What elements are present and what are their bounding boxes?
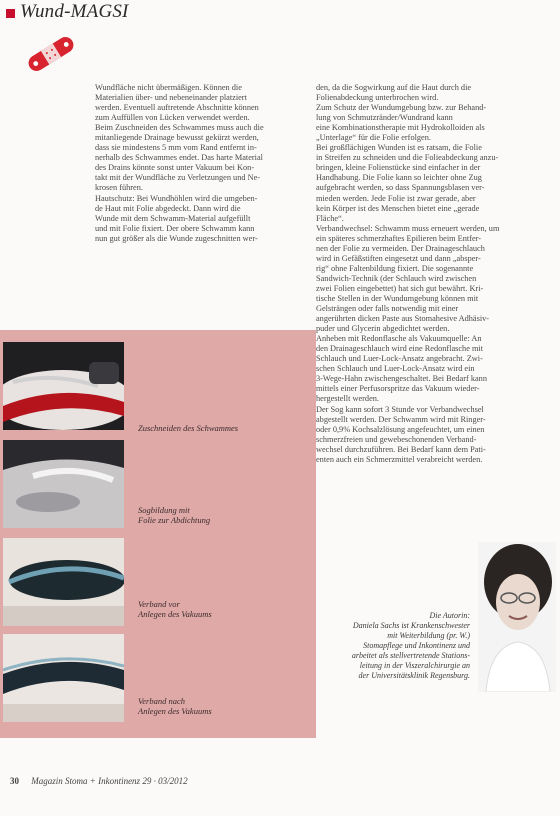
section-title: Wund-MAGSI (20, 1, 129, 22)
text-line: des Drains könnte sonst unter Vakuum bei Kon- (95, 163, 255, 173)
text-line: den Drainageschlauch wird eine Redonflasche mit (316, 344, 484, 354)
text-line: Zum Schutz der Wundumgebung bzw. zur Behand- (316, 103, 487, 113)
text-line: eine Kombinationstherapie mit Hydrokolloiden als (316, 123, 485, 133)
text-line: ein späteres schmerzhaftes Epilieren beim Entfer- (316, 233, 482, 243)
photo-caption: Verband nach Anlegen des Vakuums (138, 696, 212, 716)
text-line: krosen führen. (95, 183, 143, 193)
text-line: den, da die Sogwirkung auf die Haut durch die (316, 83, 472, 92)
photo-caption: Sogbildung mit Folie zur Abdichtung (138, 505, 211, 525)
text-line: Verbandwechsel: Schwamm muss erneuert werden, um (316, 223, 500, 233)
text-line: Bei großflächigen Wunden ist es ratsam, die Folie (316, 143, 482, 153)
article-column-right (316, 83, 556, 465)
text-line: rig“ ohne Faltenbildung fixiert. Die sogenannte (316, 263, 474, 273)
text-line: zum Auffüllen von Lücken verwendet werden. (95, 113, 250, 123)
photo-caption: Zuschneiden des Schwammes (138, 423, 239, 433)
text-line: schmerzfreien und gewebeschonenden Verband- (316, 434, 477, 444)
text-line: wird in Gefäßstiften eingesetzt und dann „absper- (316, 253, 481, 263)
text-line: dass sie mindestens 5 mm vom Rand entfernt in- (95, 143, 257, 153)
text-line: zwei Folien eingebettet) hat sich gut bewährt. Kri- (316, 283, 484, 293)
text-line: nerhalb des Schwammes endet. Das harte Material (95, 153, 263, 163)
text-line: werden. Eventuell auftretende Abschnitte können (95, 103, 259, 113)
text-line: schen Schlauch und Luer-Lock-Ansatz wird ein (316, 364, 475, 374)
text-line: puder und Glycerin abgedichtet werden. (316, 324, 450, 334)
text-line: Hautschutz: Bei Wundhöhlen wird die umgeben- (95, 193, 258, 203)
text-line: Anheben mit Redonflasche als Vakuumquelle: An (316, 334, 482, 344)
text-line: und mit Folie fixiert. Der obere Schwamm kann (95, 223, 255, 233)
text-line: Gelsträngen oder falls notwendig mit einer (316, 304, 459, 314)
text-line: Sandwich-Technik (der Schlauch wird zwischen (316, 273, 477, 283)
text-line: abgestellt werden. Der Schwamm wird mit Ringer- (316, 414, 486, 424)
photo-caption: Verband vor Anlegen des Vakuums (138, 599, 212, 619)
text-line: nen der Folie zu vermeiden. Der Drainageschlauch (316, 243, 485, 253)
text-line: aufgebracht werden, so dass Spannungsblasen ver- (316, 183, 485, 193)
photo-dressing-before-vacuum (3, 538, 124, 626)
text-line: Fläche“. (316, 213, 344, 223)
photo-dressing-after-vacuum (3, 634, 124, 722)
section-marker (6, 9, 15, 18)
text-line: Handhabung. Die Folie kann so leichter ohne Zug (316, 173, 482, 183)
text-line: oder 0,9% Kochsalzlösung angefeuchtet, um einen (316, 424, 485, 434)
text-line: „Unterlage“ für die Folie erfolgen. (316, 133, 431, 143)
text-line: mittels einer Perfusorspritze das Vakuum wieder- (316, 384, 480, 394)
text-line: Folienabdeckung unterbrochen wird. (316, 93, 439, 103)
page-number: 30 (10, 776, 19, 786)
text-line: angerührten dicken Paste aus Stomahesive Adhäsiv- (316, 314, 490, 324)
text-line: kein Körper ist des Menschen bietet eine „gerade (316, 203, 480, 213)
text-line: Schlauch und Luer-Lock-Ansatz angebracht. Zwi- (316, 354, 483, 364)
article-column-left (95, 83, 295, 244)
magazine-info: Magazin Stoma + Inkontinenz 29 · 03/2012 (31, 776, 188, 786)
text-line: in Streifen zu schneiden und die Folieabdeckung anzu- (316, 153, 499, 163)
text-line: Der Sog kann sofort 3 Stunde vor Verbandwechsel (316, 404, 484, 414)
page-footer (10, 776, 188, 786)
text-line: mieden werden. Jede Folie ist zwar gerade, aber (316, 193, 476, 203)
text-line: lung von Schmutzränder/Wundrand kann (316, 113, 453, 123)
author-portrait (478, 542, 556, 692)
text-line: nun gut größer als die Wunde zugeschnitten wer- (95, 233, 258, 243)
photo-suction-film (3, 440, 124, 528)
text-line: hergestellt werden. (316, 394, 379, 404)
text-line: enten auch ein Schmerzmittel verabreicht werden. (316, 454, 483, 464)
text-line: Materialien über- und nebeneinander platziert (95, 93, 247, 103)
text-line: Beim Zuschneiden des Schwammes muss auch die (95, 123, 264, 133)
text-line: de Haut mit Folie abgedeckt. Dann wird die (95, 203, 241, 213)
photo-cutting-sponge (3, 342, 124, 430)
author-caption: Die Autorin: Daniela Sachs ist Krankenschwester mit Weiterbildung (pr. W.) Stomapflege und Inkontinenz und arbeitet als stellvertretende Stations- leitung in der Viszeralchirurgie an der Universitätsklinik Regensburg. (351, 611, 470, 680)
text-line: wechsel durchzuführen. Bei Bedarf kann dem Pati- (316, 444, 486, 454)
text-line: tische Stellen in der Wundumgebung können mit (316, 293, 479, 303)
text-line: Wunde mit dem Schwamm-Material aufgefüllt (95, 213, 251, 223)
text-line: 3-Wege-Hahn zwischengeschaltet. Bei Bedarf kann (316, 374, 487, 384)
text-line: takt mit der Wundfläche zu Verletzungen und Ne- (95, 173, 261, 183)
bandage-logo-icon (22, 34, 80, 74)
text-line: mitanliegende Drainage bewusst gekürzt werden, (95, 133, 259, 143)
photo-panel (0, 330, 316, 738)
text-line: Wundfläche nicht übermäßigen. Können die (95, 83, 242, 92)
text-line: bringen, kleine Folienstücke sind einfacher in der (316, 163, 481, 173)
